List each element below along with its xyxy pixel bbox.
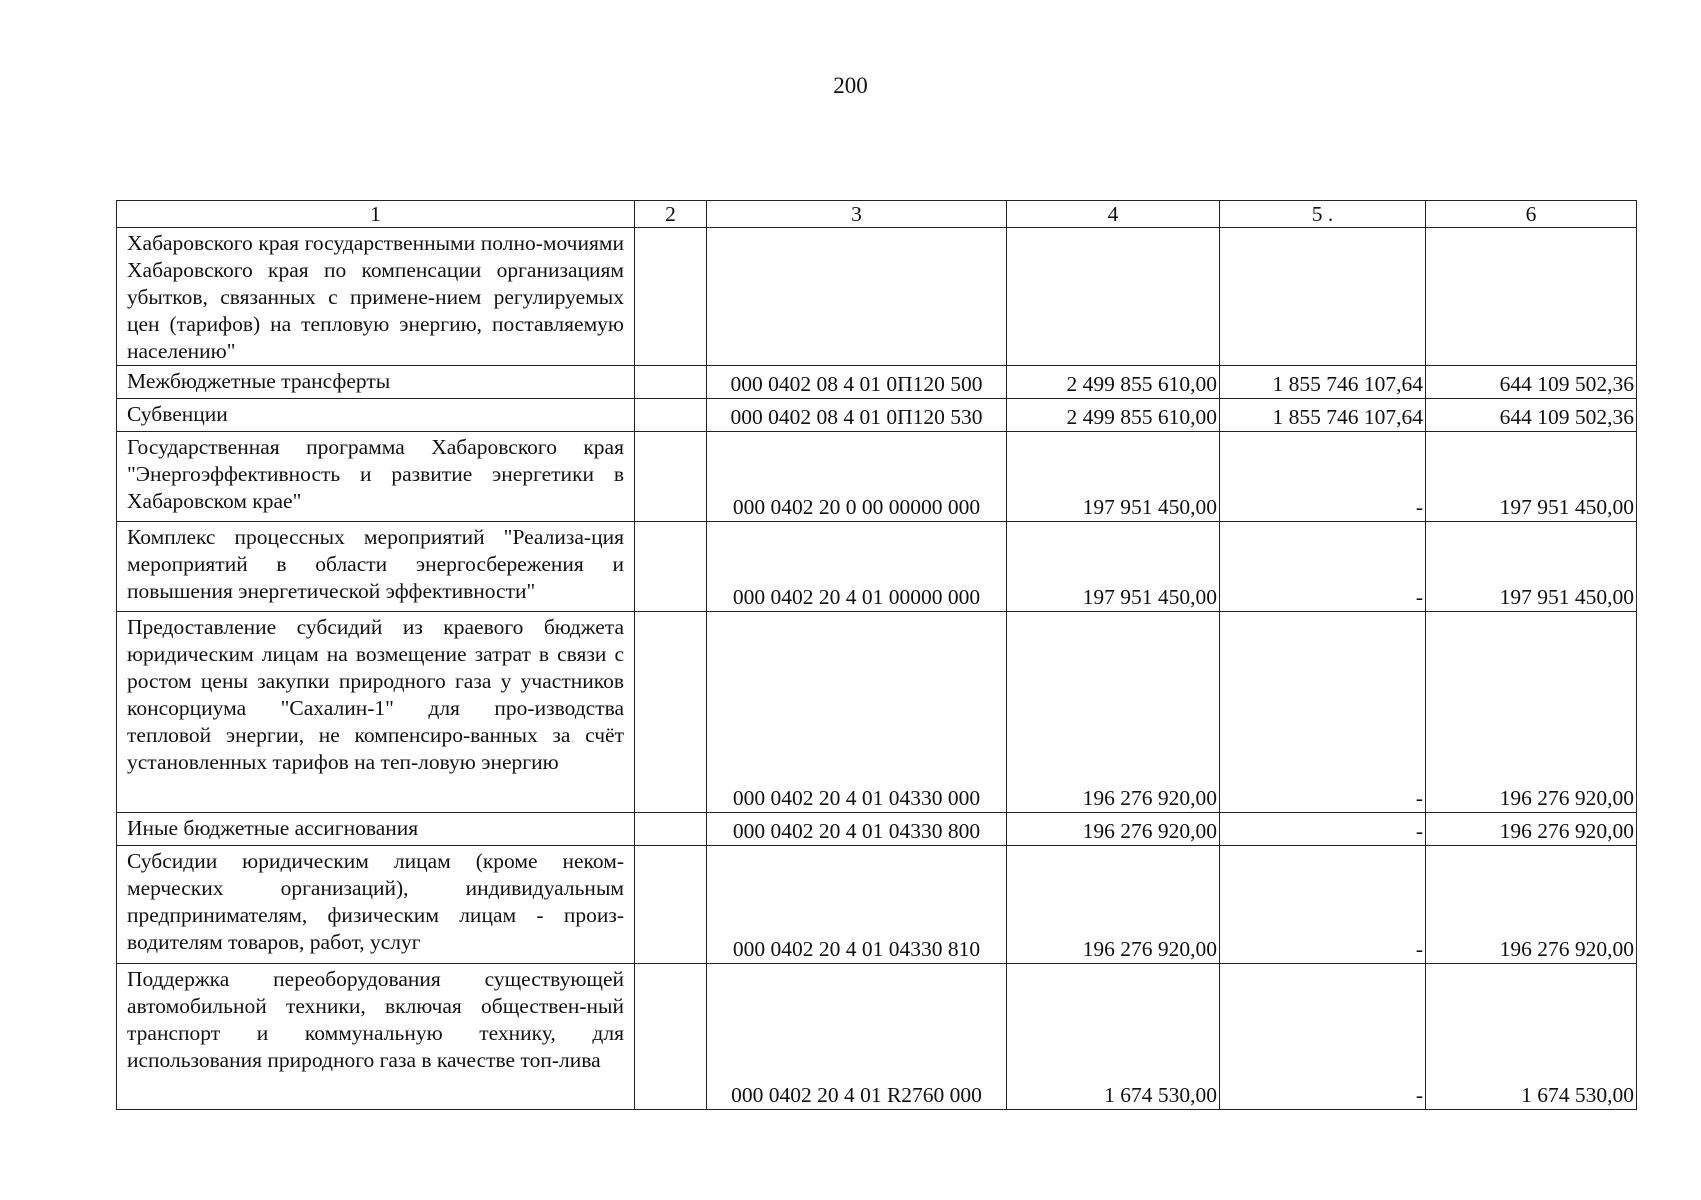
- column-header-4: 4: [1007, 201, 1220, 228]
- row-name: Комплекс процессных мероприятий "Реализа-ция мероприятий в области энергосбережения и повышения энергетической эффективности": [117, 522, 635, 612]
- row-col2: [635, 522, 707, 612]
- row-col2: [635, 964, 707, 1110]
- table-row: [117, 366, 1637, 399]
- row-code: 000 0402 20 4 01 R2760 000: [707, 964, 1007, 1110]
- row-value-4: 2 499 855 610,00: [1007, 399, 1220, 432]
- row-code: 000 0402 20 4 01 04330 000: [707, 612, 1007, 813]
- row-value-4: 196 276 920,00: [1007, 813, 1220, 846]
- row-name: Иные бюджетные ассигнования: [117, 813, 635, 846]
- row-col2: [635, 366, 707, 399]
- table-row: [117, 813, 1637, 846]
- row-col2: [635, 813, 707, 846]
- row-value-5: 1 855 746 107,64: [1220, 399, 1426, 432]
- column-number-row: [117, 201, 1637, 228]
- table-row: [117, 964, 1637, 1110]
- row-value-6: [1426, 228, 1637, 366]
- row-value-6: 197 951 450,00: [1426, 522, 1637, 612]
- table-row: [117, 522, 1637, 612]
- row-value-4: 1 674 530,00: [1007, 964, 1220, 1110]
- table-row: [117, 432, 1637, 522]
- row-name: Поддержка переоборудования существующей автомобильной техники, включая обществен-ный транспорт и коммунальную технику, для использования природного газа в качестве топ-лива: [117, 964, 635, 1110]
- table-row: [117, 612, 1637, 813]
- row-code: 000 0402 20 4 01 04330 800: [707, 813, 1007, 846]
- row-value-5: -: [1220, 432, 1426, 522]
- row-value-5: -: [1220, 612, 1426, 813]
- row-value-6: 644 109 502,36: [1426, 366, 1637, 399]
- row-value-5: -: [1220, 846, 1426, 964]
- row-col2: [635, 612, 707, 813]
- row-col2: [635, 846, 707, 964]
- row-name: Субвенции: [117, 399, 635, 432]
- row-code: 000 0402 08 4 01 0П120 530: [707, 399, 1007, 432]
- row-value-6: 197 951 450,00: [1426, 432, 1637, 522]
- row-value-4: 196 276 920,00: [1007, 846, 1220, 964]
- column-header-5: 5 .: [1220, 201, 1426, 228]
- row-code: 000 0402 20 4 01 04330 810: [707, 846, 1007, 964]
- budget-table: [116, 200, 1637, 1110]
- row-col2: [635, 399, 707, 432]
- row-col2: [635, 432, 707, 522]
- row-code: 000 0402 08 4 01 0П120 500: [707, 366, 1007, 399]
- row-code: 000 0402 20 0 00 00000 000: [707, 432, 1007, 522]
- row-value-5: -: [1220, 522, 1426, 612]
- table-row: [117, 846, 1637, 964]
- row-value-6: 644 109 502,36: [1426, 399, 1637, 432]
- column-header-2: 2: [635, 201, 707, 228]
- row-value-4: 196 276 920,00: [1007, 612, 1220, 813]
- row-value-5: -: [1220, 813, 1426, 846]
- row-value-6: 196 276 920,00: [1426, 612, 1637, 813]
- row-value-5: 1 855 746 107,64: [1220, 366, 1426, 399]
- row-name: Хабаровского края государственными полно-мочиями Хабаровского края по компенсации организациям убытков, связанных с примене-нием регулируемых цен (тарифов) на тепловую энергию, поставляемую населению": [117, 228, 635, 366]
- row-value-6: 196 276 920,00: [1426, 846, 1637, 964]
- column-header-3: 3: [707, 201, 1007, 228]
- row-name: Субсидии юридическим лицам (кроме неком-мерческих организаций), индивидуальным предпринимателям, физическим лицам - произ-водителям товаров, работ, услуг: [117, 846, 635, 964]
- row-value-4: [1007, 228, 1220, 366]
- row-value-4: 197 951 450,00: [1007, 432, 1220, 522]
- row-name: Предоставление субсидий из краевого бюджета юридическим лицам на возмещение затрат в связи с ростом цены закупки природного газа у участников консорциума "Сахалин-1" для про-изводства тепловой энергии, не компенсиро-ванных за счёт установленных тарифов на теп-ловую энергию: [117, 612, 635, 813]
- row-value-4: 2 499 855 610,00: [1007, 366, 1220, 399]
- row-name: Государственная программа Хабаровского края "Энергоэффективность и развитие энергетики в Хабаровском крае": [117, 432, 635, 522]
- column-header-6: 6: [1426, 201, 1637, 228]
- table-row: [117, 228, 1637, 366]
- column-header-1: 1: [117, 201, 635, 228]
- row-name: Межбюджетные трансферты: [117, 366, 635, 399]
- row-col2: [635, 228, 707, 366]
- row-code: 000 0402 20 4 01 00000 000: [707, 522, 1007, 612]
- row-value-5: [1220, 228, 1426, 366]
- table-row: [117, 399, 1637, 432]
- row-value-6: 196 276 920,00: [1426, 813, 1637, 846]
- row-code: [707, 228, 1007, 366]
- page-number: 200: [833, 73, 868, 98]
- row-value-5: -: [1220, 964, 1426, 1110]
- row-value-4: 197 951 450,00: [1007, 522, 1220, 612]
- row-value-6: 1 674 530,00: [1426, 964, 1637, 1110]
